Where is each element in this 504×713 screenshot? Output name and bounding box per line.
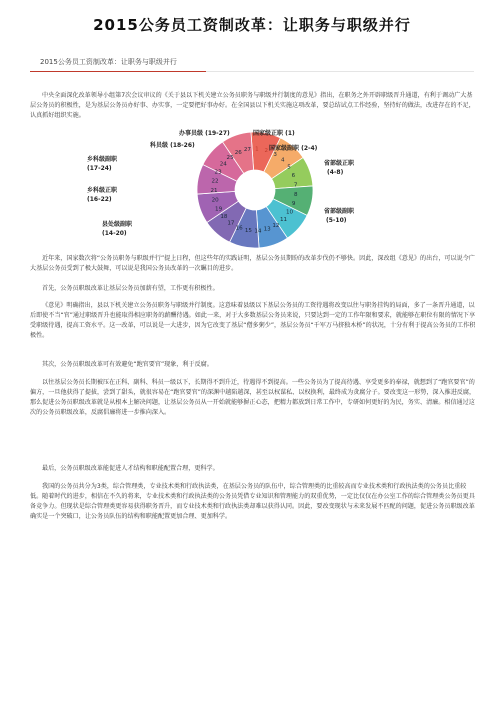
- label-clerk: 办事员级 (19-27): [179, 130, 230, 137]
- subtitle-accent-rule: [30, 71, 206, 72]
- label-county-deputy-title: 县处级副职: [102, 221, 133, 228]
- wheel-grade-number: 1: [255, 146, 259, 153]
- wheel-grade-number: 19: [215, 206, 223, 213]
- wheel-grade-number: 9: [291, 201, 296, 208]
- paragraph-point-one-detail: 《意见》明确指出，县以下机关建立公务员职务与职级并行制度。这意味着县级以下基层公务员的工资待遇将改变以往与职务挂钩的局面，多了一条晋升通道，以后即使不当“官”通过职级晋升也能取得相应职务的薪酬待遇。如此一来，对于大多数基层公务员来说，只要达到一定的工作年限和要求，就能够在职位有限的情况下享受职级待遇，提高工资水平。这一改革，可以说是一大进步，因为它改变了基层“僧多粥少”，基层公务员“千军万马挤独木桥”的状况，十分有利于提高公务员的工作积极性。: [30, 302, 476, 339]
- wheel-grade-number: 14: [254, 228, 262, 235]
- paragraph-point-two-detail: 以往基层公务员长期被压在正科、副科、科员一级以下，长期得不到升迁，待遇得不到提高。一些公务员为了提高待遇、享受更多的奉禄，就想到了“跑官要官”的偏方，一旦他获得了提拔，尝到了甜头，就很容易在“跑官要官”的深渊中越陷越深，甚至以权谋私、以权换利，最终成为贪腐分子。要改变这一形势，深入推进反腐，那么促进公务员职级改革就是从根本上解决问题，让基层公务员从一开始就能够摒正心态，把精力都放到日常工作中，专研如何更好的为民，务实、清廉。相信通过这次的公务员职级改革，反腐倡廉将进一步推向深入。: [30, 379, 476, 416]
- grade-rank-wheel-diagram: [87, 125, 413, 251]
- wheel-center: [235, 170, 275, 210]
- wheel-grade-number: 18: [220, 214, 228, 221]
- wheel-grade-number: 5: [287, 164, 291, 171]
- wheel-grade-number: 7: [293, 182, 298, 189]
- wheel-grade-number: 8: [294, 191, 298, 198]
- wheel-grade-number: 10: [285, 209, 294, 216]
- label-provincial-deputy: [324, 207, 356, 224]
- paragraph-point-three: 最后，公务员职级改革能促进人才结构和职能配置合理，更科学。: [42, 465, 219, 472]
- label-county-deputy: [102, 220, 134, 237]
- label-provincial-deputy-title: 省部级副职: [324, 208, 355, 215]
- wheel-grade-number: 20: [211, 197, 219, 204]
- wheel-grade-number: 23: [214, 169, 222, 176]
- label-township-deputy-range: (17-24): [87, 165, 112, 172]
- wheel-grade-number: 15: [244, 228, 252, 234]
- label-township-chief-range: (16-22): [87, 196, 112, 203]
- label-township-deputy-title: 乡科级副职: [87, 156, 118, 163]
- wheel-grade-number: 25: [226, 154, 234, 161]
- wheel-grade-number: 27: [243, 147, 251, 154]
- wheel-grade-number: 17: [227, 220, 235, 227]
- subtitle-divider: [206, 71, 474, 72]
- label-township-deputy: [87, 155, 119, 172]
- label-national-deputy: 国家级副职 (2-4): [269, 145, 318, 152]
- wheel-grade-number: 4: [281, 157, 285, 164]
- wheel-grade-number: 12: [272, 222, 280, 229]
- wheel-grade-number: 26: [234, 150, 242, 156]
- label-staff: 科员级 (18-26): [150, 142, 195, 149]
- label-county-deputy-range: (14-20): [102, 230, 127, 237]
- paragraph-intro: 中央全面深化改革领导小组第7次会议审议的《关于县以下机关建立公务员职务与职级并行制度的意见》指出，在职务之外开辟职级晋升通道，有利于调动广大基层公务员的积极性，是为基层公务员办好事、办实事，一定要把好事办好。在全国县以下机关实施这项改革，要总结试点工作经验，坚持好的做法，改进存在的不足，认真抓好组织实施。: [30, 92, 475, 119]
- wheel-grade-number: 3: [273, 151, 277, 158]
- wheel-grade-number: 13: [263, 226, 271, 233]
- wheel-grade-number: 2: [264, 148, 269, 155]
- label-provincial-chief: [324, 159, 356, 176]
- label-provincial-chief-range: (4-8): [327, 169, 344, 176]
- label-township-chief-title: 乡科级正职: [87, 187, 118, 194]
- page-title: 2015公务员工资制改革：让职务与职级并行: [93, 16, 411, 34]
- wheel-grade-number: 16: [235, 225, 243, 232]
- wheel-grade-number: 21: [210, 188, 218, 194]
- label-township-chief: [87, 186, 119, 203]
- paragraph-background: 近年来，国家数次将“公务员职务与职级并行”提上日程，但这些年的实践证明，基层公务员期盼的改革步伐仍不够快。因此，深改组《意见》的出台，可以说令广大基层公务员受到了极大鼓舞，可以说是我国公务员改革的一次瞩目的进步。: [30, 255, 475, 272]
- label-provincial-chief-title: 省部级正职: [324, 160, 355, 167]
- wheel-grade-number: 11: [279, 217, 288, 223]
- paragraph-point-two: 其次，公务员职级改革可有效避免“跑官要官”现象，利于反腐。: [42, 361, 213, 368]
- label-national-chief: 国家级正职 (1): [253, 130, 295, 137]
- article-subtitle: 2015公务员工资制改革：让职务与职级并行: [40, 58, 177, 66]
- wheel-grade-number: 6: [291, 173, 296, 179]
- paragraph-point-one: 首先，公务员职级改革让基层公务员加薪有望，工作更有积极性。: [42, 285, 219, 292]
- wheel-grade-number: 22: [211, 178, 219, 185]
- paragraph-point-three-detail: 我国的公务员共分为3类，综合管理类，专业技术类和行政执法类，在基层公务员的队伍中，综合管理类的比重较高而专业技术类和行政执法类的公务员比重较低。随着时代的进步，相信在不久的将来，专业技术类和行政执法类的公务员凭借专业知识和管理能力的双重优势，一定比仅仅在办公室工作的综合管理类公务员更具备竞争力。但现状是综合管理类更容易获得职务晋升，而专业技术类和行政执法类却难以获得认同。因此，要改变现状与未来发展不匹配的问题，促进公务员职级改革确实是一个突破口，让公务员队伍的结构和职能配置更加合理、更加科学。: [30, 483, 475, 520]
- label-provincial-deputy-range: (5-10): [326, 217, 347, 224]
- wheel-grade-number: 24: [219, 161, 227, 168]
